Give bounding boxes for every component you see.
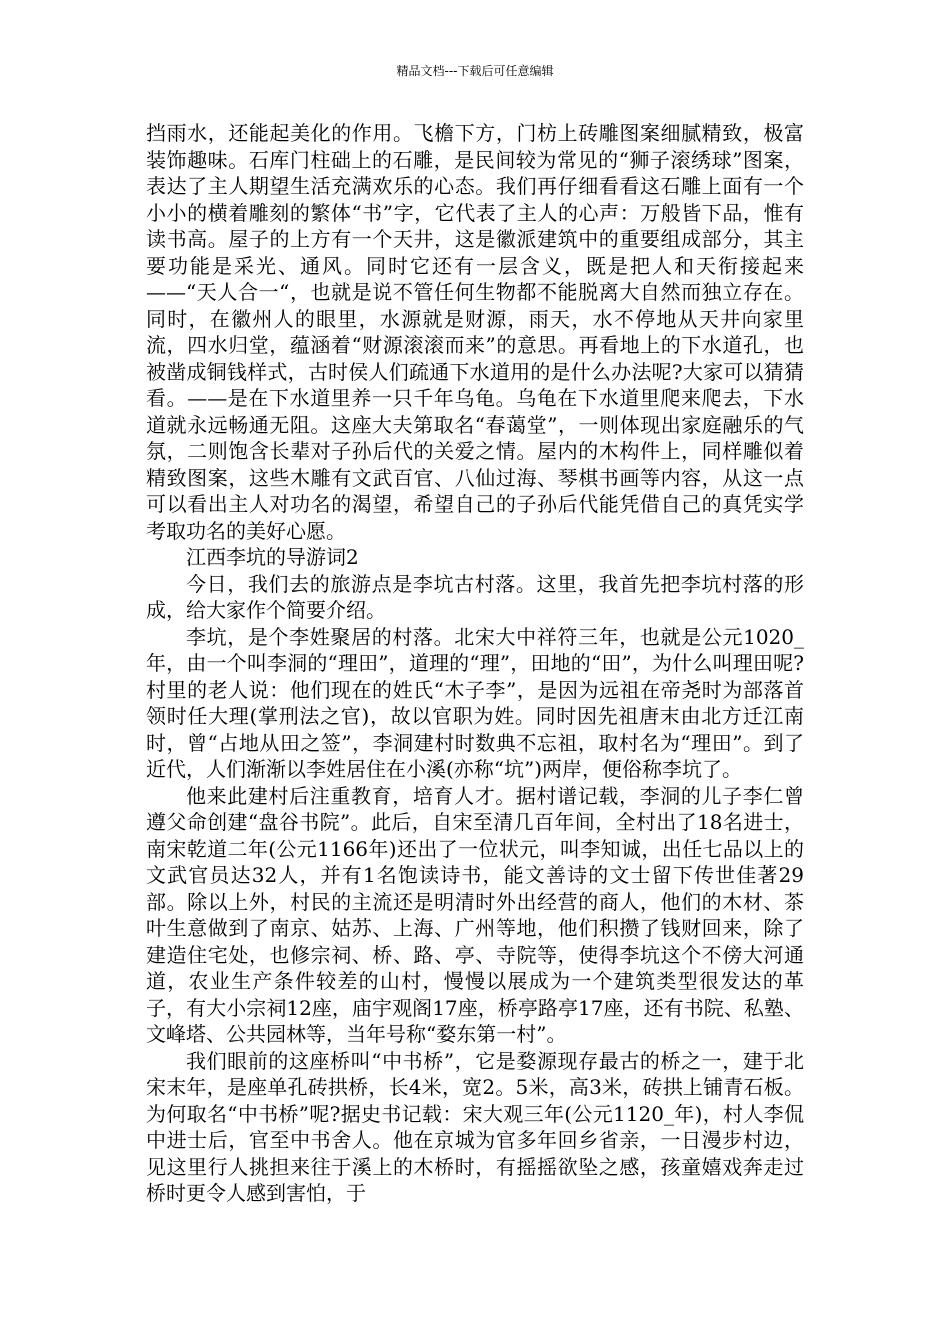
document-body [146, 120, 804, 1207]
paragraph-continuation: 挡雨水，还能起美化的作用。飞檐下方，门枋上砖雕图案细腻精致，极富装饰趣味。石库门柱础上的石雕，是民间较为常见的“狮子滚绣球”图案，表达了主人期望生活充满欢乐的心态。我们再仔细看看这石雕上面有一个小小的横着雕刻的繁体“书”字，它代表了主人的心声：万般皆下品，惟有读书高。屋子的上方有一个天井，这是徽派建筑中的重要组成部分，其主要功能是采光、通风。同时它还有一层含义，既是把人和天衔接起来——“天人合一“，也就是说不管任何生物都不能脱离大自然而独立存在。同时，在徽州人的眼里，水源就是财源，雨天，水不停地从天井向家里流，四水归堂，蕴涵着“财源滚滚而来”的意思。再看地上的下水道孔，也被凿成铜钱样式，古时侯人们疏通下水道用的是什么办法呢?大家可以猜猜看。——是在下水道里养一只千年乌龟。乌龟在下水道里爬来爬去，下水道就永远畅通无阻。这座大夫第取名“春蔼堂”，一则体现出家庭融乐的气氛，二则饱含长辈对子孙后代的关爱之情。屋内的木构件上，同样雕似着精致图案，这些木雕有文武百官、八仙过海、琴棋书画等内容，从这一点可以看出主人对功名的渴望，希望自己的子孙后代能凭借自己的真凭实学考取功名的美好心愿。 [146, 121, 804, 543]
paragraph-history: 李坑，是个李姓聚居的村落。北宋大中祥符三年，也就是公元1020_年，由一个叫李洞的“理田”，道理的“理”，田地的“田”，为什么叫理田呢?村里的老人说：他们现在的姓氏“木子李”，是因为远祖在帝尧时为部落首领时任大理(掌刑法之官)，故以官职为姓。同时因先祖唐末由北方迁江南时，曾“占地从田之签”，李洞建村时数典不忘祖，取村名为“理田”。到了近代，人们渐渐以李姓居住在小溪(亦称“坑”)两岸，便俗称李坑了。 [146, 624, 804, 781]
paragraph-bridge: 我们眼前的这座桥叫“中书桥”，它是婺源现存最古的桥之一，建于北宋末年，是座单孔砖拱桥，长4米，宽2。5米，高3米，砖拱上铺青石板。为何取名“中书桥”呢?据史书记载：宋大观三年(公元1120_年)，村人李侃中进士后，官至中书舍人。他在京城为官多年回乡省亲，一日漫步村边，见这里行人挑担来往于溪上的木桥时，有摇摇欲坠之感，孩童嬉戏奔走过桥时更令人感到害怕，于 [146, 1048, 804, 1205]
paragraph-intro: 今日，我们去的旅游点是李坑古村落。这里，我首先把李坑村落的形成，给大家作个简要介绍。 [146, 571, 804, 622]
section-title: 江西李坑的导游词2 [186, 545, 359, 569]
paragraph-education: 他来此建村后注重教育，培育人才。据村谱记载，李洞的儿子李仁曾遵父命创建“盘谷书院”。此后，自宋至清几百年间，全村出了18名进士，南宋乾道二年(公元1166年)还出了一位状元，叫李知诚，出任七品以上的文武官员达32人，并有1名饱读诗书，能文善诗的文士留下传世佳著29部。除以上外，村民的主流还是明清时外出经营的商人，他们的木材、茶叶生意做到了南京、姑苏、上海、广州等地，他们积攒了钱财回来，除了建造住宅处，也修宗祠、桥、路、亭、寺院等，使得李坑这个不傍大河通道，农业生产条件较差的山村，慢慢以展成为一个建筑类型很发达的革子，有大小宗祠12座，庙宇观阁17座，桥亭路亭17座，还有书院、私塾、文峰塔、公共园林等，当年号称“婺东第一村”。 [146, 783, 804, 1046]
page-header: 精品文档---下载后可任意编辑 [396, 64, 554, 78]
